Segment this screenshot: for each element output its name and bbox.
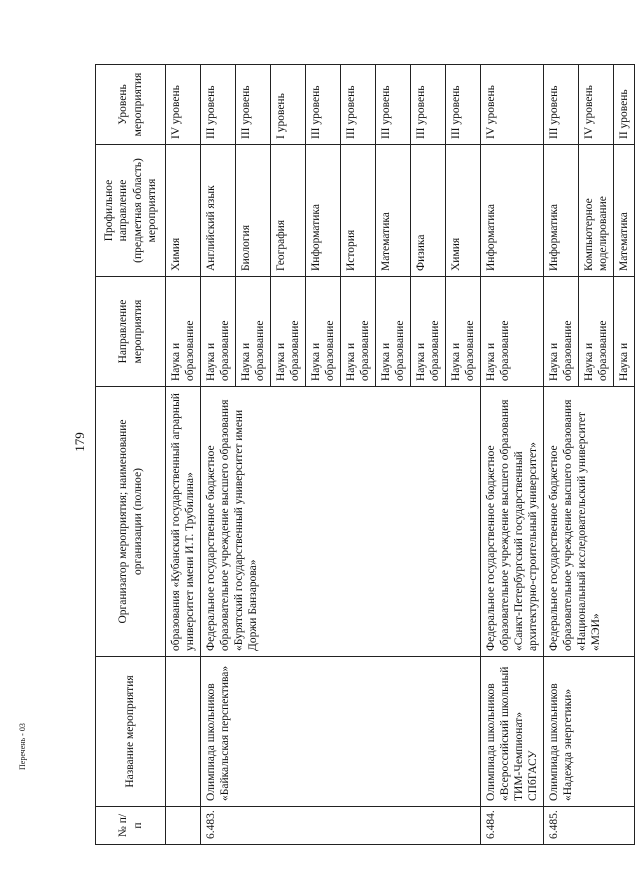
table-row (544, 65, 579, 845)
events-table (95, 64, 635, 845)
cell-name (166, 657, 201, 807)
cell-direction: Наука и образование (201, 277, 236, 387)
cell-profile: Английский язык (201, 145, 236, 277)
cell-profile: Химия (446, 145, 481, 277)
cell-profile: История (341, 145, 376, 277)
cell-name: Олимпиада школьников «Байкальская перспектива» (201, 657, 481, 807)
cell-direction: Наука и образование (271, 277, 306, 387)
cell-level: III уровень (201, 65, 236, 145)
cell-organizer: образования «Кубанский государственный аграрный университет имени И.Т. Трубилина» (166, 387, 201, 657)
cell-level: IV уровень (579, 65, 614, 145)
cell-level: IV уровень (481, 65, 544, 145)
cell-profile: Химия (166, 145, 201, 277)
cell-profile: Математика (376, 145, 411, 277)
cell-level: IV уровень (166, 65, 201, 145)
cell-direction: Наука и образование (341, 277, 376, 387)
cell-profile: Математика (614, 145, 635, 277)
cell-direction: Наука и образование (236, 277, 271, 387)
cell-level: III уровень (306, 65, 341, 145)
cell-direction: Наука и образование (446, 277, 481, 387)
cell-num: 6.483. (201, 807, 481, 845)
header-profile: Профильное направление (предметная область) мероприятия (96, 145, 166, 277)
table-header-row (96, 65, 166, 845)
cell-profile: Информатика (481, 145, 544, 277)
cell-profile: География (271, 145, 306, 277)
cell-level: II уровень (614, 65, 635, 145)
page-footer: Перечень - 03 (18, 723, 27, 770)
header-num: № п/п (96, 807, 166, 845)
table-row (201, 65, 236, 845)
cell-organizer: Федеральное государственное бюджетное образовательное учреждение высшего образования «Национальный исследовательский университет «МЭИ» (544, 387, 635, 657)
cell-profile: Биология (236, 145, 271, 277)
cell-level: III уровень (446, 65, 481, 145)
cell-organizer: Федеральное государственное бюджетное образовательное учреждение высшего образования «Санкт-Петербургский государственный архитектурно-строительный университет» (481, 387, 544, 657)
cell-level: I уровень (271, 65, 306, 145)
cell-direction: Наука и образование (166, 277, 201, 387)
cell-organizer: Федеральное государственное бюджетное образовательное учреждение высшего образования «Бурятский государственный университет имени Доржи Банзарова» (201, 387, 481, 657)
cell-num: 6.484. (481, 807, 544, 845)
cell-num (166, 807, 201, 845)
cell-num: 6.485. (544, 807, 635, 845)
cell-profile: Физика (411, 145, 446, 277)
rotated-table-container (95, 65, 631, 845)
cell-direction: Наука и образование (306, 277, 341, 387)
header-direction: Направление мероприятия (96, 277, 166, 387)
table-row (481, 65, 544, 845)
cell-level: III уровень (544, 65, 579, 145)
cell-level: III уровень (341, 65, 376, 145)
page-number: 179 (71, 432, 87, 452)
table-row-continuation (166, 65, 201, 845)
cell-level: III уровень (411, 65, 446, 145)
cell-direction: Наука и образование (579, 277, 614, 387)
cell-level: III уровень (376, 65, 411, 145)
cell-direction: Наука и (614, 277, 635, 387)
cell-name: Олимпиада школьников «Всероссийский школьный ТИМ-Чемпионат» СПбГАСУ (481, 657, 544, 807)
header-name: Название мероприятия (96, 657, 166, 807)
cell-name: Олимпиада школьников «Надежда энергетики» (544, 657, 635, 807)
cell-level: III уровень (236, 65, 271, 145)
header-organizer: Организатор мероприятия; наименование организации (полное) (96, 387, 166, 657)
cell-profile: Информатика (306, 145, 341, 277)
cell-direction: Наука и образование (376, 277, 411, 387)
cell-direction: Наука и образование (544, 277, 579, 387)
cell-profile: Компьютерное моделирование (579, 145, 614, 277)
cell-direction: Наука и образование (481, 277, 544, 387)
cell-profile: Информатика (544, 145, 579, 277)
header-level: Уровень мероприятия (96, 65, 166, 145)
cell-direction: Наука и образование (411, 277, 446, 387)
